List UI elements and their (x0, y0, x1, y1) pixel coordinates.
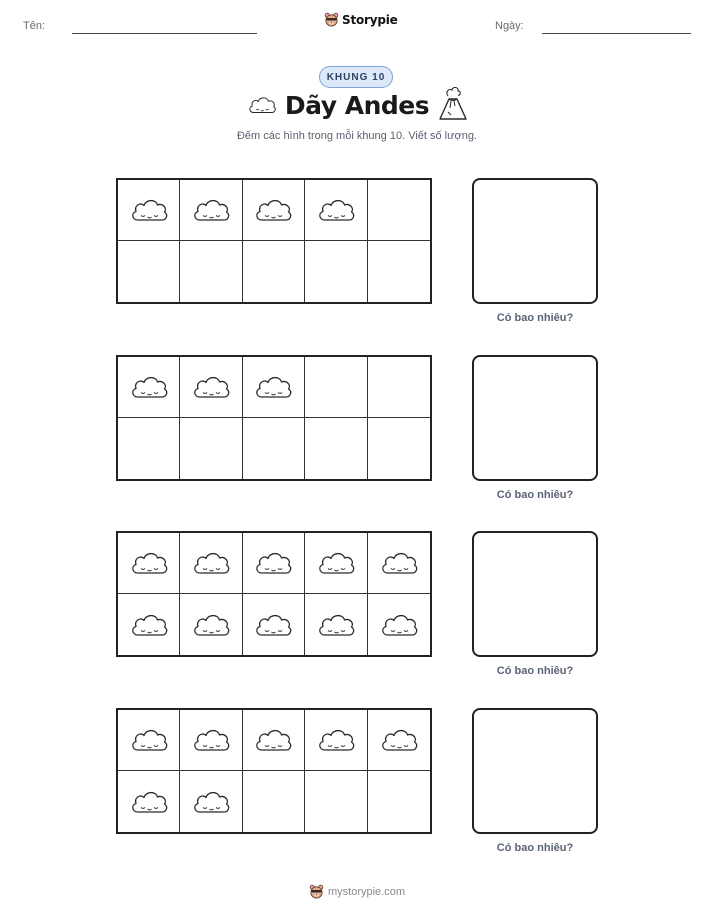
cloud-icon (316, 196, 356, 224)
cloud-icon (129, 788, 169, 816)
cloud-icon (129, 549, 169, 577)
ten-frame-cell (368, 533, 430, 594)
answer-box[interactable] (472, 355, 598, 481)
ten-frame-cell (368, 357, 430, 418)
ten-frame-cell (243, 357, 305, 418)
ten-frame (116, 708, 432, 834)
ten-frame-cell (180, 594, 242, 655)
answer-caption: Có bao nhiêu? (496, 665, 574, 677)
ten-frame-cell (368, 241, 430, 302)
ten-frame-cell (118, 418, 180, 479)
ten-frame-cell (243, 180, 305, 241)
ten-frame-cell (118, 771, 180, 832)
ten-frame-cell (118, 357, 180, 418)
ten-frame-cell (243, 594, 305, 655)
answer-box[interactable] (472, 531, 598, 657)
ten-frame-cell (118, 710, 180, 771)
ten-frame-cell (368, 710, 430, 771)
answer-caption: Có bao nhiêu? (496, 489, 574, 501)
cloud-icon (379, 549, 419, 577)
ten-frame-cell (180, 241, 242, 302)
ten-frame-cell (305, 241, 367, 302)
cloud-icon (253, 549, 293, 577)
ten-frame-cell (243, 533, 305, 594)
answer-box[interactable] (472, 708, 598, 834)
cloud-icon (379, 611, 419, 639)
ten-frame-cell (243, 241, 305, 302)
footer (0, 884, 714, 899)
cloud-icon (316, 611, 356, 639)
ten-frame-cell (118, 533, 180, 594)
cloud-icon (253, 196, 293, 224)
cloud-icon (191, 196, 231, 224)
ten-frame-cell (180, 710, 242, 771)
ten-frame-cell (368, 594, 430, 655)
name-line[interactable] (72, 33, 257, 34)
ten-frame-cell (368, 180, 430, 241)
ten-frame-cell (180, 180, 242, 241)
ten-frame-cell (180, 357, 242, 418)
ten-frame-cell (180, 771, 242, 832)
ten-frame-cell (305, 710, 367, 771)
cloud-icon (129, 726, 169, 754)
ten-frame-cell (118, 594, 180, 655)
cloud-icon (316, 549, 356, 577)
cloud-icon (253, 611, 293, 639)
ten-frame-cell (180, 533, 242, 594)
brand-logo (324, 12, 398, 27)
cloud-icon (191, 373, 231, 401)
ten-frame-cell (305, 180, 367, 241)
ten-frame-cell (243, 418, 305, 479)
frame-badge: KHUNG 10 (319, 66, 393, 88)
ten-frame (116, 531, 432, 657)
answer-box[interactable] (472, 178, 598, 304)
ten-frame-cell (180, 418, 242, 479)
cloud-icon (316, 726, 356, 754)
ten-frame (116, 178, 432, 304)
cloud-icon (253, 726, 293, 754)
date-label: Ngày: (495, 20, 524, 32)
ten-frame-cell (118, 241, 180, 302)
volcano-icon (437, 86, 469, 122)
cloud-icon (129, 196, 169, 224)
instructions: Đếm các hình trong mỗi khung 10. Viết số lượng. (236, 130, 477, 142)
bear-mascot-icon (324, 12, 339, 27)
cloud-icon (253, 373, 293, 401)
ten-frame-cell (243, 771, 305, 832)
ten-frame-cell (305, 357, 367, 418)
ten-frame-cell (243, 710, 305, 771)
brand-name: Storypie (342, 12, 398, 27)
cloud-icon (191, 611, 231, 639)
page-title: Dãy Andes (284, 91, 430, 120)
ten-frame-cell (305, 771, 367, 832)
ten-frame-cell (305, 533, 367, 594)
date-line[interactable] (542, 33, 691, 34)
cloud-icon (129, 373, 169, 401)
cloud-icon (379, 726, 419, 754)
name-label: Tên: (23, 20, 46, 32)
cloud-icon (191, 788, 231, 816)
ten-frame-cell (368, 418, 430, 479)
ten-frame-cell (368, 771, 430, 832)
ten-frame-cell (305, 594, 367, 655)
ten-frame-cell (118, 180, 180, 241)
cloud-icon (191, 726, 231, 754)
bear-mascot-icon (309, 884, 324, 899)
answer-caption: Có bao nhiêu? (496, 842, 574, 854)
ten-frame-cell (305, 418, 367, 479)
cloud-icon (191, 549, 231, 577)
footer-url[interactable]: mystorypie.com (327, 885, 406, 898)
ten-frame (116, 355, 432, 481)
cloud-icon (129, 611, 169, 639)
answer-caption: Có bao nhiêu? (496, 312, 574, 324)
